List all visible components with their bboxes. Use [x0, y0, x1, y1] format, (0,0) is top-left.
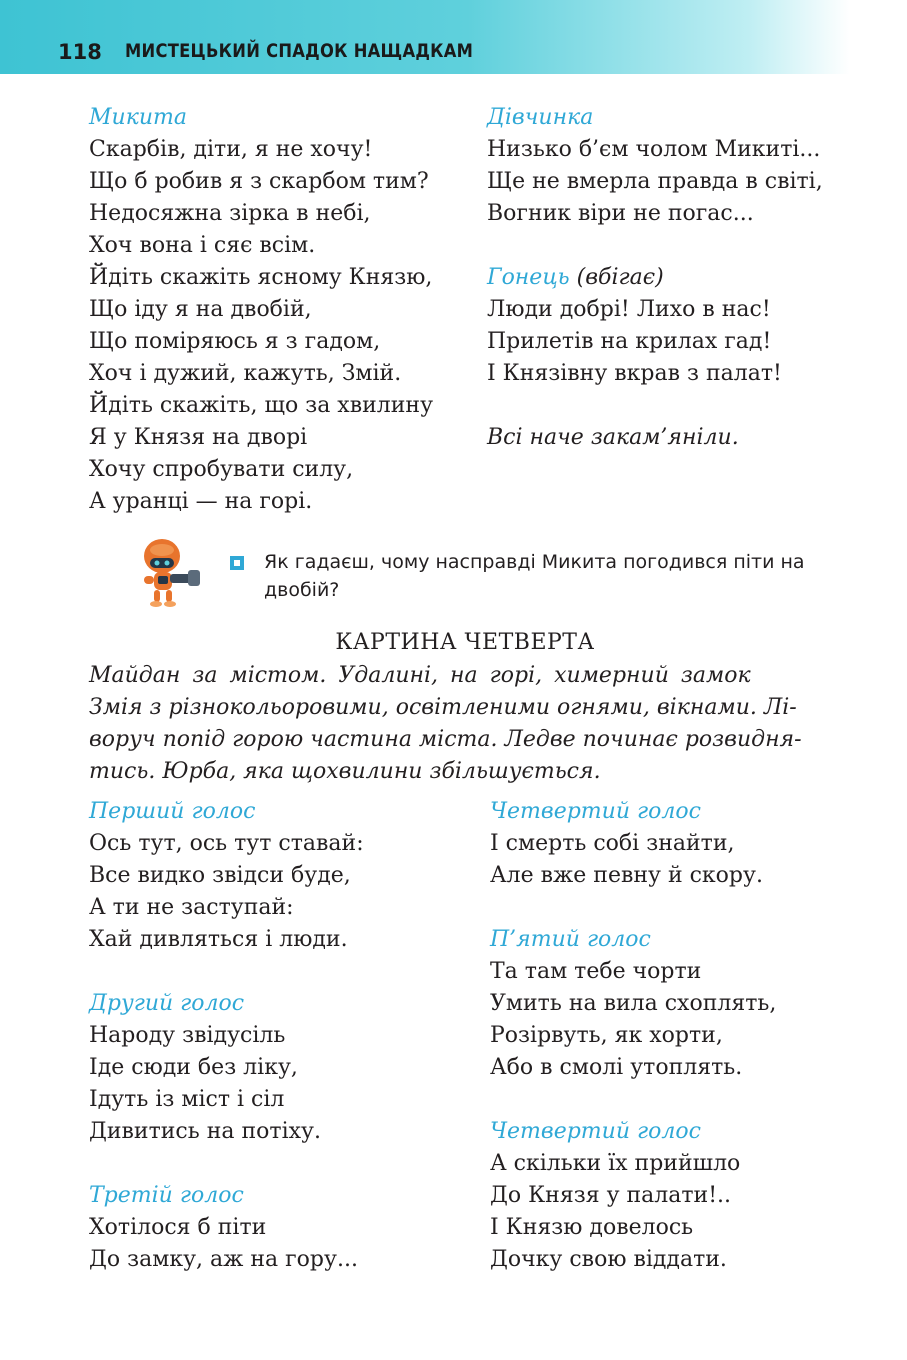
page-number: 118	[58, 40, 102, 64]
fifth-voice	[490, 924, 776, 1084]
description-line: Змія з різнокольоровими, освітленими огнями, вікнами. Лі-	[89, 695, 797, 720]
verse-line: Що іду я на двобій,	[89, 297, 312, 322]
verse-line: Ще не вмерла правда в світі,	[487, 169, 823, 194]
verse-line: Що б робив я з скарбом тим?	[89, 169, 429, 194]
verse-line: До замку, аж на гору...	[89, 1247, 358, 1272]
remark-text: Всі наче закам’яніли.	[487, 425, 739, 450]
verse-line: А уранці — на горі.	[89, 489, 313, 514]
running-title: МИСТЕЦЬКИЙ СПАДОК НАЩАДКАМ	[125, 40, 474, 62]
fourth-voice-second	[490, 1116, 740, 1276]
verse-line: Народу звідусіль	[89, 1023, 286, 1048]
verse-line: І смерть собі знайти,	[490, 831, 735, 856]
verse-line: Хоч і дужий, кажуть, Змій.	[89, 361, 402, 386]
second-voice	[89, 988, 321, 1148]
verse-line: І Князю довелось	[490, 1215, 694, 1240]
girl-speech	[487, 102, 823, 230]
third-voice	[89, 1180, 358, 1276]
speaker-name: Другий голос	[89, 991, 245, 1016]
verse-line: Дивитись на потіху.	[89, 1119, 321, 1144]
verse-line: Вогник віри не погас...	[487, 201, 754, 226]
speaker-name: П’ятий голос	[490, 927, 651, 952]
verse-line: А ти не заступай:	[89, 895, 294, 920]
verse-line: Але вже певну й скору.	[490, 863, 763, 888]
verse-line: Розірвуть, як хорти,	[490, 1023, 723, 1048]
verse-line: До Князя у палати!..	[490, 1183, 732, 1208]
scene-description	[89, 660, 839, 788]
verse-line: Люди добрі! Лихо в нас!	[487, 297, 771, 322]
page-header	[0, 0, 850, 74]
scene-title: КАРТИНА ЧЕТВЕРТА	[335, 630, 595, 655]
mykyta-speech	[89, 102, 433, 518]
speaker-name: Третій голос	[89, 1183, 244, 1208]
verse-line: А скільки їх прийшло	[490, 1151, 741, 1176]
verse-line: Хай дивляться і люди.	[89, 927, 348, 952]
verse-line: Недосяжна зірка в небі,	[89, 201, 371, 226]
description-line: воруч попід горою частина міста. Ледве починає розвидня-	[89, 727, 802, 752]
verse-line: Хотілося б піти	[89, 1215, 267, 1240]
verse-line: Що поміряюсь я з гадом,	[89, 329, 381, 354]
speaker-name: Перший голос	[89, 799, 256, 824]
verse-line: Все видко звідси буде,	[89, 863, 351, 888]
verse-line: Я у Князя на дворі	[89, 425, 308, 450]
verse-line: Хоч вона і сяє всім.	[89, 233, 316, 258]
square-bullet-icon	[230, 556, 244, 570]
fourth-voice	[490, 796, 763, 892]
verse-line: Та там тебе чорти	[490, 959, 702, 984]
speaker-name: Микита	[89, 105, 187, 130]
verse-line: Низько б’єм чолом Микиті...	[487, 137, 821, 162]
verse-line: Йдіть скажіть, що за хвилину	[89, 393, 434, 418]
verse-line: Дочку свою віддати.	[490, 1247, 727, 1272]
speaker-name: Четвертий голос	[490, 1119, 701, 1144]
verse-line: Скарбів, діти, я не хочу!	[89, 137, 373, 162]
stage-direction: (вбігає)	[576, 265, 664, 290]
verse-line: Йдіть скажіть ясному Князю,	[89, 265, 433, 290]
speaker-name: Дівчинка	[487, 105, 594, 130]
verse-line: Хочу спробувати силу,	[89, 457, 354, 482]
speaker-name	[487, 262, 782, 294]
description-line: тись. Юрба, яка щохвилини збільшується.	[89, 759, 601, 784]
verse-line: І Князівну вкрав з палат!	[487, 361, 782, 386]
verse-line: Умить на вила схоплять,	[490, 991, 777, 1016]
verse-line: Ідуть із міст і сіл	[89, 1087, 285, 1112]
task-text: Як гадаєш, чому насправді Микита погодився піти на двобій?	[264, 551, 805, 601]
speaker-name-text: Гонець	[487, 265, 570, 290]
robot-mascot-icon	[136, 534, 208, 608]
first-voice	[89, 796, 364, 956]
verse-line: Іде сюди без ліку,	[89, 1055, 298, 1080]
verse-line: Прилетів на крилах гад!	[487, 329, 772, 354]
verse-line: Або в смолі утоплять.	[490, 1055, 743, 1080]
stage-remark	[487, 422, 739, 454]
speaker-name: Четвертий голос	[490, 799, 701, 824]
description-line: Майдан за містом. Удалині, на горі, химерний замок	[89, 663, 751, 688]
messenger-speech	[487, 262, 782, 390]
verse-line: Ось тут, ось тут ставай:	[89, 831, 364, 856]
